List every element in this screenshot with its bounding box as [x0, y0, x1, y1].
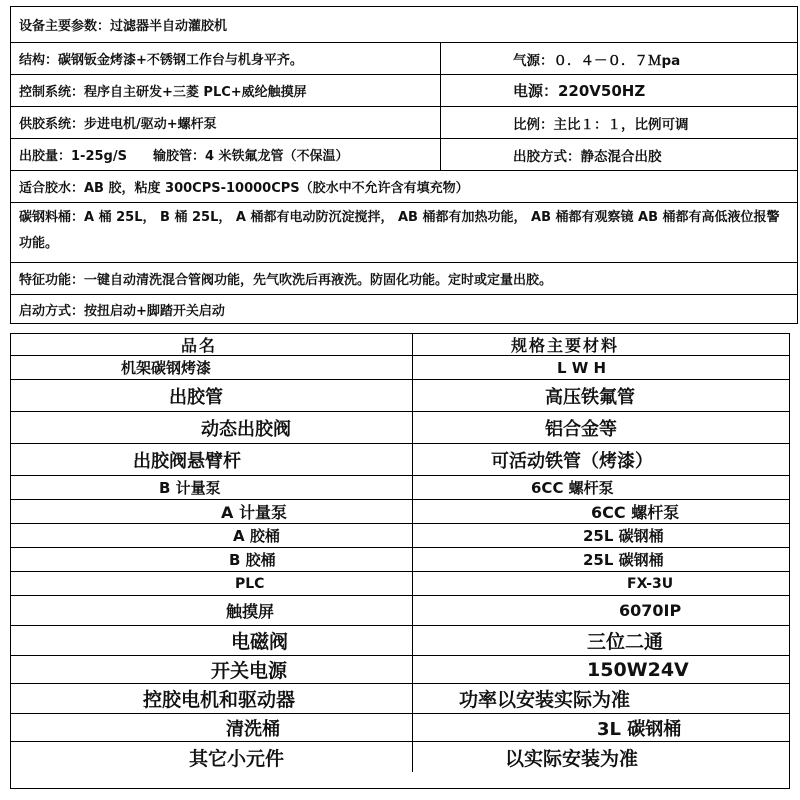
param-tank: 碳钢料桶：A 桶 25L， B 桶 25L， A 桶都有电动防沉淀搅拌， AB 桶都有加热功能， AB 桶都有观察镜 AB 桶都有高低液位报警功能。 [19, 210, 780, 251]
materials-header-row [11, 334, 789, 356]
param-supply: 供胶系统：步进电机/驱动+螺杆泵 [11, 107, 441, 138]
param-row-feature [11, 263, 797, 295]
param-start: 启动方式：按扭启动+脚踏开关启动 [19, 303, 225, 319]
table-row [11, 572, 789, 596]
item-name: 出胶管 [11, 380, 413, 411]
table-row [11, 714, 789, 742]
param-output-mode: 出胶方式：静态混合出胶 [513, 148, 662, 165]
item-spec: 6070IP [619, 601, 682, 620]
param-feature: 特征功能：一键自动清洗混合管阀功能，先气吹洗后再液洗。防固化功能。定时或定量出胶。 [19, 273, 553, 288]
header-spec: 规格主要材料 [511, 336, 620, 355]
table-row [11, 596, 789, 626]
item-spec: 可活动铁管（烤漆） [491, 450, 653, 472]
item-spec: L W H [557, 358, 607, 377]
param-ratio: 比例：主比１：１，比例可调 [513, 116, 689, 133]
item-spec: 150W24V [587, 658, 689, 681]
item-spec: FX-3U [627, 575, 674, 592]
param-row-control [11, 75, 797, 107]
item-spec: 高压铁氟管 [545, 386, 635, 408]
item-name: 其它小元件 [11, 742, 413, 772]
item-spec: 6CC 螺杆泵 [591, 503, 680, 522]
materials-table [10, 333, 790, 789]
param-row-start [11, 295, 797, 323]
table-row [11, 444, 789, 476]
table-row [11, 656, 789, 684]
item-name: 出胶阀悬臂杆 [11, 444, 413, 475]
item-spec: 功率以安装实际为准 [459, 689, 631, 711]
item-name: 动态出胶阀 [11, 412, 413, 443]
item-name: A 计量泵 [11, 500, 413, 523]
table-row [11, 742, 789, 772]
item-name: B 计量泵 [11, 476, 413, 499]
param-structure: 结构：碳钢钣金烤漆+不锈钢工作台与机身平齐。 [11, 43, 441, 74]
table-row [11, 524, 789, 548]
parameter-table [10, 6, 798, 324]
table-row [11, 548, 789, 572]
item-name: 机架碳钢烤漆 [11, 356, 413, 379]
table-row [11, 626, 789, 656]
table-row [11, 412, 789, 444]
param-row-tank [11, 203, 797, 263]
table-row [11, 356, 789, 380]
param-row-output [11, 139, 797, 171]
item-spec: 三位二通 [587, 631, 664, 653]
item-name: 电磁阀 [11, 626, 413, 655]
item-name: B 胶桶 [11, 548, 413, 571]
item-spec: 铝合金等 [545, 418, 617, 440]
item-spec: 以实际安装为准 [505, 747, 639, 770]
item-name: A 胶桶 [11, 524, 413, 547]
param-row-structure [11, 43, 797, 75]
item-name: 触摸屏 [11, 596, 413, 625]
param-power: 电源：220V50HZ [513, 82, 646, 100]
item-spec: 3L 碳钢桶 [597, 718, 682, 740]
param-output-amount: 出胶量：1-25g/S 输胶管：4 米铁氟龙管（不保温） [11, 139, 441, 170]
param-row-glue [11, 171, 797, 203]
param-row-supply [11, 107, 797, 139]
param-row-title [11, 7, 797, 43]
table-row [11, 380, 789, 412]
param-control: 控制系统：程序自主研发+三菱 PLC+威纶触摸屏 [11, 75, 441, 106]
table-row [11, 500, 789, 524]
table-row [11, 684, 789, 714]
item-name: 控胶电机和驱动器 [11, 684, 413, 713]
param-title: 设备主要参数：过滤器半自动灌胶机 [19, 19, 228, 34]
param-air: 气源：０．４－０．７Ｍpa [513, 52, 681, 69]
item-spec: 25L 碳钢桶 [583, 527, 664, 545]
header-name: 品名 [11, 334, 413, 355]
item-name: 开关电源 [11, 656, 413, 683]
item-name: PLC [11, 572, 413, 595]
item-name: 清洗桶 [11, 714, 413, 741]
item-spec: 25L 碳钢桶 [583, 551, 664, 569]
item-spec: 6CC 螺杆泵 [531, 479, 614, 497]
table-row [11, 476, 789, 500]
param-glue: 适合胶水：AB 胶，粘度 300CPS-10000CPS（胶水中不允许含有填充物） [19, 181, 469, 196]
